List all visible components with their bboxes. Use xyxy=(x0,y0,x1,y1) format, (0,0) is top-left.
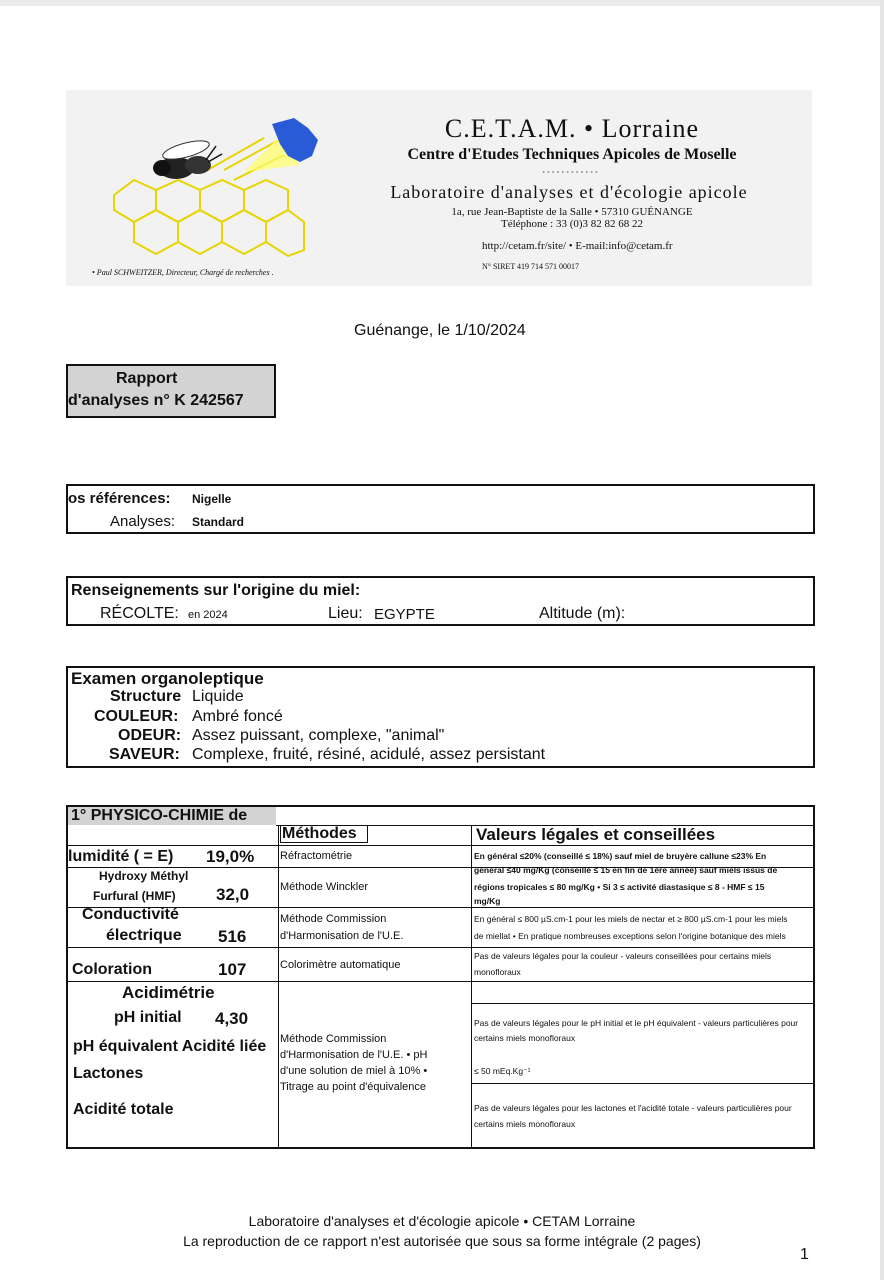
bee-honeycomb-logo xyxy=(94,110,324,260)
grid-line xyxy=(68,947,815,948)
hmf-legal-2: régions tropicales ≤ 80 mg/Kg • Si 3 ≤ activité diastasique ≤ 8 - HMF ≤ 15 xyxy=(474,882,765,892)
methods-header: Méthodes xyxy=(282,825,357,842)
odeur-value: Assez puissant, complexe, "animal" xyxy=(192,727,445,744)
structure-value: Liquide xyxy=(192,688,244,705)
odeur-label: ODEUR: xyxy=(118,727,182,744)
altitude-label: Altitude (m): xyxy=(539,605,626,622)
hmf-label-2: Furfural (HMF) xyxy=(93,889,176,903)
acid-method-3: d'une solution de miel à 10% • xyxy=(280,1065,428,1077)
lie-legal: ≤ 50 mEq.Kg⁻¹ xyxy=(474,1066,531,1076)
report-title: Rapport xyxy=(116,370,178,387)
organo-title: Examen organoleptique xyxy=(71,669,264,688)
humidite-value: 19,0% xyxy=(206,847,255,866)
grid-line xyxy=(68,845,815,846)
grid-line xyxy=(68,981,815,982)
analyses-label: Analyses: xyxy=(110,513,176,530)
recolte-label: RÉCOLTE: xyxy=(100,605,179,622)
humidite-label: lumidité ( = E) xyxy=(68,848,174,865)
values-header: Valeurs légales et conseillées xyxy=(476,825,716,844)
letterhead-address xyxy=(362,206,782,230)
analyses-value: Standard xyxy=(192,515,245,529)
organoleptic-box xyxy=(66,666,815,768)
cond-method-1: Méthode Commission xyxy=(280,913,387,925)
structure-label: Structure xyxy=(110,688,182,705)
grid-line xyxy=(68,907,815,908)
letterhead xyxy=(66,90,812,286)
saveur-label: SAVEUR: xyxy=(109,746,180,763)
lieu-label: Lieu: xyxy=(328,605,363,622)
ph-legal-2: certains miels monofloraux xyxy=(474,1033,576,1043)
saveur-value: Complexe, fruité, résiné, acidulé, assez persistant xyxy=(192,746,546,763)
cond-label-1: Conductivité xyxy=(82,906,179,923)
origin-title: Renseignements sur l'origine du miel: xyxy=(71,582,361,599)
ph-equiv-label: pH équivalent Acidité liée xyxy=(73,1038,267,1055)
hmf-value: 32,0 xyxy=(216,885,250,904)
physico-chemistry-table xyxy=(66,805,815,1149)
acid-title: Acidimétrie xyxy=(122,983,215,1002)
letterhead-lab: Laboratoire d'analyses et d'écologie apicole xyxy=(390,182,748,202)
acid-total-label: Acidité totale xyxy=(73,1101,174,1118)
letterhead-siret: N° SIRET 419 714 571 00017 xyxy=(482,262,580,271)
refs-label: os références: xyxy=(68,490,171,507)
lactones-label: Lactones xyxy=(73,1065,144,1082)
hmf-method: Méthode Winckler xyxy=(280,881,369,893)
cond-method-2: d'Harmonisation de l'U.E. xyxy=(280,930,404,942)
grid-line xyxy=(278,825,279,1149)
humidite-legal: En général ≤20% (conseillé ≤ 18%) sauf miel de bruyère callune ≤23% En xyxy=(474,851,767,861)
physico-title: 1° PHYSICO-CHIMIE de xyxy=(71,807,248,824)
page-number: 1 xyxy=(800,1246,809,1263)
acid-method-4: Titrage au point d'équivalence xyxy=(280,1081,427,1093)
color-legal-1: Pas de valeurs légales pour la couleur - valeurs conseillées pour certains miels xyxy=(474,951,772,961)
cond-label-2: électrique xyxy=(106,927,182,944)
recolte-value: en 2024 xyxy=(188,609,228,621)
letterhead-subtitle: Centre d'Etudes Techniques Apicoles de Moselle xyxy=(407,146,737,163)
grid-line xyxy=(472,1003,815,1004)
references-box xyxy=(66,484,815,534)
couleur-label: COULEUR: xyxy=(94,708,179,725)
footer-line-2: La reproduction de ce rapport n'est autorisée que sous sa forme intégrale (2 pages) xyxy=(183,1233,701,1249)
letterhead-dots: •••••••••••• xyxy=(542,168,600,177)
color-legal-2: monofloraux xyxy=(474,967,521,977)
letterhead-director: • Paul SCHWEITZER, Directeur, Chargé de recherches . xyxy=(92,268,274,277)
cond-legal-2: de miellat • En pratique nombreuses exceptions selon l'origine botanique des miels xyxy=(474,931,786,941)
letterhead-web: http://cetam.fr/site/ • E-mail:info@cetam.fr xyxy=(482,240,673,252)
date-line: Guénange, le 1/10/2024 xyxy=(354,322,526,339)
refs-value: Nigelle xyxy=(192,492,232,506)
report-number: d'analyses n° K 242567 xyxy=(68,392,244,409)
color-method: Colorimètre automatique xyxy=(280,959,401,971)
footer-line-1: Laboratoire d'analyses et d'écologie apicole • CETAM Lorraine xyxy=(248,1213,636,1229)
hmf-label-1: Hydroxy Méthyl xyxy=(99,869,189,883)
letterhead-title: C.E.T.A.M. • Lorraine xyxy=(444,114,700,143)
page-edge xyxy=(880,0,884,1280)
total-legal-1: Pas de valeurs légales pour les lactones et l'acidité totale - valeurs particulières pour xyxy=(474,1103,792,1113)
humidite-method: Réfractométrie xyxy=(280,850,353,862)
grid-line xyxy=(472,1083,815,1084)
address-line: 1a, rue Jean-Baptiste de la Salle • 57310 GUÉNANGE xyxy=(451,206,693,218)
ph-legal-1: Pas de valeurs légales pour le pH initial et le pH équivalent - valeurs particulières pour xyxy=(474,1018,799,1028)
hmf-legal-1: général ≤40 mg/Kg (conseillé ≤ 15 en fin de 1ère année) sauf miels issus de xyxy=(474,865,778,875)
acid-method-1: Méthode Commission xyxy=(280,1033,387,1045)
cond-legal-1: En général ≤ 800 µS.cm-1 pour les miels de nectar et ≥ 800 µS.cm-1 pour les miels xyxy=(474,914,788,924)
total-legal-2: certains miels monofloraux xyxy=(474,1119,576,1129)
grid-line xyxy=(471,825,472,1149)
ph-label: pH initial xyxy=(114,1009,182,1026)
lieu-value: EGYPTE xyxy=(374,606,435,623)
acid-method-2: d'Harmonisation de l'U.E. • pH xyxy=(280,1049,428,1061)
phone-line: Téléphone : 33 (0)3 82 82 68 22 xyxy=(500,218,644,230)
cond-value: 516 xyxy=(218,927,247,946)
report-number-box xyxy=(66,364,276,418)
couleur-value: Ambré foncé xyxy=(192,708,283,725)
color-value: 107 xyxy=(218,960,247,979)
ph-value: 4,30 xyxy=(215,1009,249,1028)
color-label: Coloration xyxy=(72,961,152,978)
origin-box xyxy=(66,576,815,626)
top-edge xyxy=(0,0,884,6)
hmf-legal-3: mg/Kg xyxy=(474,896,501,906)
